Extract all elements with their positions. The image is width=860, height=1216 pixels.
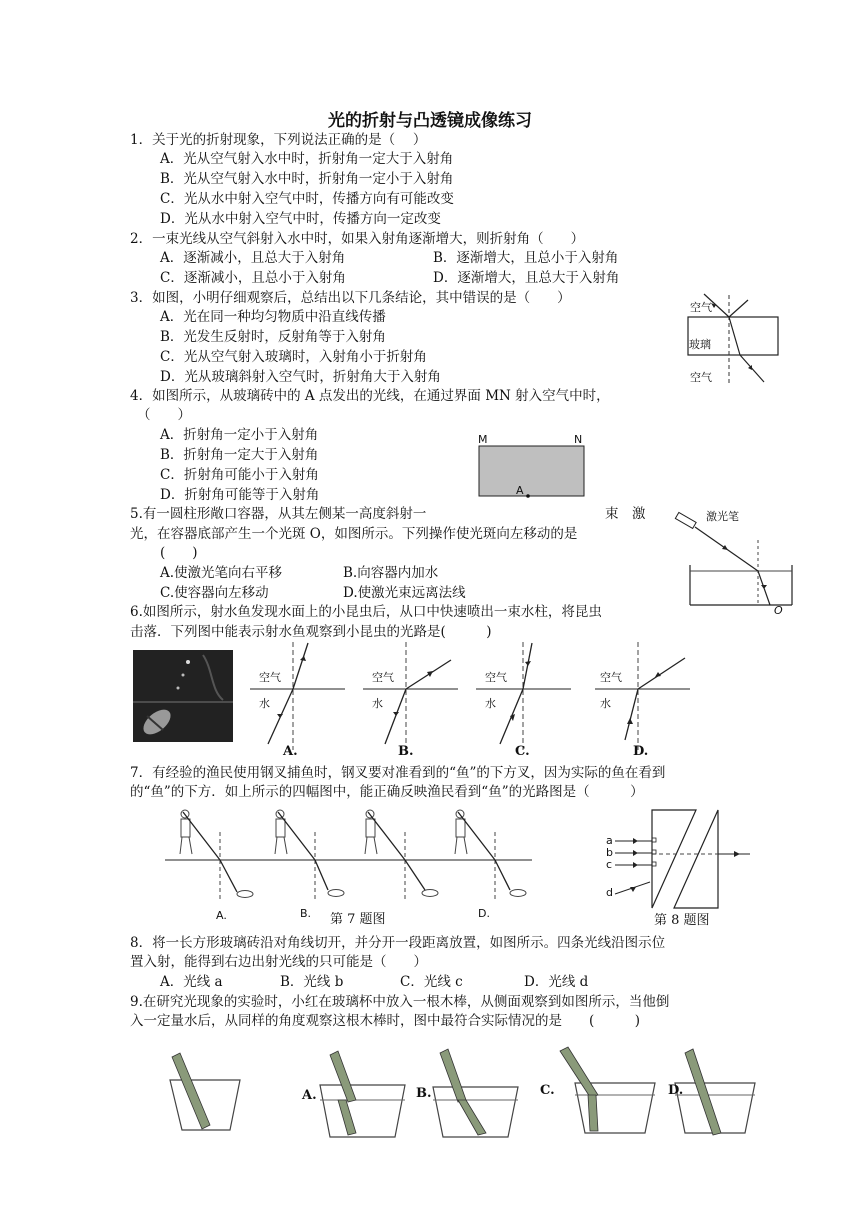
q4-stem-line1: 4．如图所示，从玻璃砖中的 A 点发出的光线，在通过界面 MN 射入空气中时， [130,388,610,404]
q2-option-a[interactable]: A．逐渐减小，且总大于入射角 [160,250,346,266]
q6-stem-line1: 6.如图所示，射水鱼发现水面上的小昆虫后，从口中快速喷出一束水柱，将昆虫 [130,604,602,620]
q5-label-laser-pen: 激光笔 [706,510,739,523]
q6-d-water: 水 [600,697,611,710]
q7-caption-a[interactable]: A. [216,909,227,922]
q2-option-b[interactable]: B．逐渐增大，且总小于入射角 [433,250,619,266]
q4-option-b[interactable]: B．折射角一定大于入射角 [160,447,319,463]
q4-label-m: M [478,433,488,446]
q1-option-c[interactable]: C．光从水中射入空气中时，传播方向有可能改变 [160,191,454,207]
q9-original [170,1053,240,1130]
q8-option-a[interactable]: A．光线 a [160,974,223,990]
q7-stem-line2: 的“鱼”的下方．如上所示的四幅图中，能正确反映渔民看到“鱼”的光路图是（ ） [130,784,644,800]
q5-label-o: O [774,604,783,617]
q9-option-d [675,1049,755,1135]
q7-diagram-a [165,810,260,902]
q4-option-d[interactable]: D．折射角可能等于入射角 [160,487,320,503]
q8-stem-line2: 置入射，能得到右边出射光线的只可能是（ ） [130,954,427,970]
q8-option-c[interactable]: C．光线 c [400,974,463,990]
q8-stem-line1: 8．将一长方形玻璃砖沿对角线切开，并分开一段距离放置，如图所示。四条光线沿图示位 [130,935,666,951]
q5-stem-line3: ( ) [160,545,198,561]
q8-figure-caption: 第 8 题图 [654,913,710,928]
page-title: 光的折射与凸透镜成像练习 [328,111,532,131]
q7-caption-d[interactable]: D. [478,907,490,920]
q9-caption-d[interactable]: D. [668,1083,684,1098]
q3-label-glass: 玻璃 [689,338,711,351]
fisherman-spear-diagrams [165,802,615,907]
q3-option-a[interactable]: A．光在同一种均匀物质中沿直线传播 [160,309,386,325]
q7-stem-line1: 7．有经验的渔民使用钢叉捕鱼时，钢叉要对准看到的“鱼”的下方叉，因为实际的鱼在看到 [130,765,666,781]
q8-ray-label-c: c [606,858,613,871]
q5-option-d[interactable]: D.使激光束远离法线 [343,585,466,601]
q9-option-a [320,1051,405,1137]
q5-option-a[interactable]: A.使激光笔向右平移 [160,565,283,581]
q6-c-air: 空气 [485,671,507,684]
q9-stem-line2: 入一定量水后，从同样的角度观察这根木棒时，图中最符合实际情况的是 ( ) [130,1013,641,1029]
q5-option-b[interactable]: B.向容器内加水 [343,565,439,581]
q9-caption-b[interactable]: B. [416,1086,432,1101]
q6-b-air: 空气 [372,671,394,684]
q7-diagram-d [440,810,532,902]
q8-ray-label-b: b [606,846,613,859]
q8-ray-label-d: d [606,886,613,899]
q4-label-a: A [516,484,524,497]
q4-option-a[interactable]: A．折射角一定小于入射角 [160,427,319,443]
q9-option-b [433,1049,518,1137]
q3-option-b[interactable]: B．光发生反射时，反射角等于入射角 [160,329,386,345]
q6-caption-b[interactable]: B. [398,744,414,759]
q1-option-a[interactable]: A．光从空气射入水中时，折射角一定大于入射角 [160,151,454,167]
q1-option-d[interactable]: D．光从水中射入空气中时，传播方向一定改变 [160,211,441,227]
q6-c-water: 水 [485,697,496,710]
q2-option-d[interactable]: D．逐渐增大，且总大于入射角 [433,270,620,286]
split-glass-block-diagram [600,808,760,913]
q1-option-b[interactable]: B．光从空气射入水中时，折射角一定小于入射角 [160,171,454,187]
q7-caption-b[interactable]: B. [300,907,312,920]
q5-stem-line1b: 束 激 [605,506,646,522]
q4-label-n: N [574,433,583,446]
q2-option-c[interactable]: C．逐渐减小，且总小于入射角 [160,270,346,286]
q2-stem: 2．一束光线从空气斜射入水中时，如果入射角逐渐增大，则折射角（ ） [130,231,585,247]
q4-option-c[interactable]: C．折射角可能小于入射角 [160,467,319,483]
q9-option-c [560,1047,655,1133]
q1-stem: 1．关于光的折射现象，下列说法正确的是（ ） [130,132,427,148]
q4-stem-line2: （ ） [137,407,191,423]
q3-label-air-bottom: 空气 [690,371,712,384]
q3-label-air-top: 空气 [690,301,712,314]
q7-diagram-b [260,810,350,902]
q6-caption-a[interactable]: A. [283,744,298,759]
q6-d-air: 空气 [600,671,622,684]
q6-caption-d[interactable]: D. [633,744,649,759]
q8-ray-label-a: a [606,834,613,847]
q7-diagram-c [350,810,440,902]
q6-a-air: 空气 [259,671,281,684]
q3-option-d[interactable]: D．光从玻璃斜射入空气时，折射角大于入射角 [160,369,441,385]
q3-option-c[interactable]: C．光从空气射入玻璃时，入射角小于折射角 [160,349,427,365]
q8-option-d[interactable]: D．光线 d [524,974,589,990]
q6-b-water: 水 [372,697,383,710]
q6-stem-line2: 击落．下列图中能表示射水鱼观察到小昆虫的光路是( ) [130,624,492,640]
q7-figure-caption: 第 7 题图 [330,912,386,927]
q8-option-b[interactable]: B．光线 b [280,974,344,990]
q9-caption-a[interactable]: A. [302,1088,317,1103]
archerfish-photo [133,650,233,742]
q6-light-path-diagrams [250,640,710,760]
q5-stem-line2: 光，在容器底部产生一个光斑 O，如图所示。下列操作使光斑向左移动的是 [130,526,578,542]
glass-block-diagram [478,445,588,500]
q3-stem: 3．如图，小明仔细观察后，总结出以下几条结论，其中错误的是（ ） [130,290,571,306]
q5-stem-line1a: 5.有一圆柱形敞口容器，从其左侧某一高度斜射一 [130,506,427,522]
q9-stem-line1: 9.在研究光现象的实验时，小红在玻璃杯中放入一根木棒，从侧面观察到如图所示，当他倒 [130,994,670,1010]
q9-caption-c[interactable]: C. [540,1083,555,1098]
q6-caption-c[interactable]: C. [515,744,530,759]
q6-a-water: 水 [259,697,270,710]
q5-option-c[interactable]: C.使容器向左移动 [160,585,269,601]
